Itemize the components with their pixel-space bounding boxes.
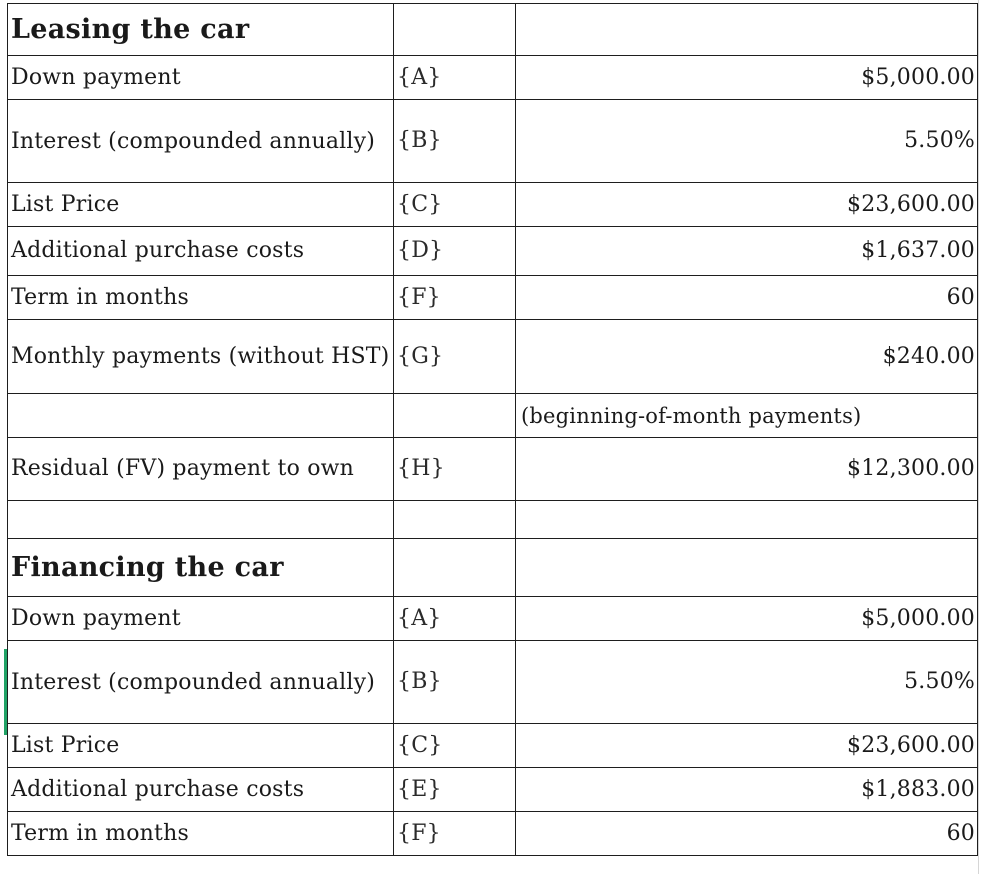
- row-code[interactable]: {C}: [394, 183, 516, 227]
- row-code[interactable]: {H}: [394, 438, 516, 501]
- row-code[interactable]: {D}: [394, 227, 516, 276]
- row-code[interactable]: {B}: [394, 641, 516, 724]
- row-code[interactable]: {B}: [394, 100, 516, 183]
- row-label[interactable]: List Price: [8, 183, 394, 227]
- row-label[interactable]: Monthly payments (without HST): [8, 320, 394, 394]
- row-value[interactable]: $12,300.00: [516, 438, 978, 501]
- table-row: [8, 641, 978, 724]
- row-code[interactable]: {C}: [394, 724, 516, 768]
- row-code[interactable]: {F}: [394, 812, 516, 856]
- row-value[interactable]: $23,600.00: [516, 183, 978, 227]
- row-value[interactable]: $1,883.00: [516, 768, 978, 812]
- row-label[interactable]: Down payment: [8, 56, 394, 100]
- table-row: [8, 438, 978, 501]
- cell-selection-marker: [4, 649, 7, 735]
- empty-cell[interactable]: [516, 4, 978, 56]
- empty-cell[interactable]: [8, 394, 394, 438]
- row-label[interactable]: Term in months: [8, 812, 394, 856]
- table-row: [8, 276, 978, 320]
- row-code[interactable]: {A}: [394, 56, 516, 100]
- empty-cell[interactable]: [516, 501, 978, 539]
- row-value[interactable]: 5.50%: [516, 100, 978, 183]
- table-row: [8, 227, 978, 276]
- empty-cell[interactable]: [394, 394, 516, 438]
- row-code[interactable]: {G}: [394, 320, 516, 394]
- table-row: [8, 394, 978, 438]
- table-row: [8, 4, 978, 56]
- table-row: [8, 56, 978, 100]
- table-row: [8, 501, 978, 539]
- table-row: [8, 100, 978, 183]
- table-row: [8, 320, 978, 394]
- table-row: [8, 539, 978, 597]
- table-row: [8, 597, 978, 641]
- empty-cell[interactable]: [394, 501, 516, 539]
- row-value[interactable]: $5,000.00: [516, 597, 978, 641]
- row-value[interactable]: $5,000.00: [516, 56, 978, 100]
- row-label[interactable]: List Price: [8, 724, 394, 768]
- table-row: [8, 724, 978, 768]
- row-label[interactable]: Interest (compounded annually): [8, 100, 394, 183]
- row-code[interactable]: {E}: [394, 768, 516, 812]
- row-label[interactable]: Interest (compounded annually): [8, 641, 394, 724]
- payment-timing-note[interactable]: (beginning-of-month payments): [516, 394, 978, 438]
- row-label[interactable]: Term in months: [8, 276, 394, 320]
- leasing-section-title[interactable]: Leasing the car: [8, 4, 394, 56]
- empty-cell[interactable]: [8, 501, 394, 539]
- table-row: [8, 812, 978, 856]
- table-row: [8, 183, 978, 227]
- row-value[interactable]: 60: [516, 812, 978, 856]
- row-label[interactable]: Down payment: [8, 597, 394, 641]
- row-label[interactable]: Residual (FV) payment to own: [8, 438, 394, 501]
- row-value[interactable]: $1,637.00: [516, 227, 978, 276]
- car-cost-table: [7, 3, 978, 856]
- table-row: [8, 768, 978, 812]
- row-value[interactable]: $240.00: [516, 320, 978, 394]
- empty-cell[interactable]: [394, 539, 516, 597]
- gridline-edge: [978, 0, 984, 874]
- row-code[interactable]: {A}: [394, 597, 516, 641]
- empty-cell[interactable]: [516, 539, 978, 597]
- row-value[interactable]: 60: [516, 276, 978, 320]
- empty-cell[interactable]: [394, 4, 516, 56]
- row-label[interactable]: Additional purchase costs: [8, 768, 394, 812]
- row-label[interactable]: Additional purchase costs: [8, 227, 394, 276]
- financing-section-title[interactable]: Financing the car: [8, 539, 394, 597]
- row-value[interactable]: $23,600.00: [516, 724, 978, 768]
- row-value[interactable]: 5.50%: [516, 641, 978, 724]
- row-code[interactable]: {F}: [394, 276, 516, 320]
